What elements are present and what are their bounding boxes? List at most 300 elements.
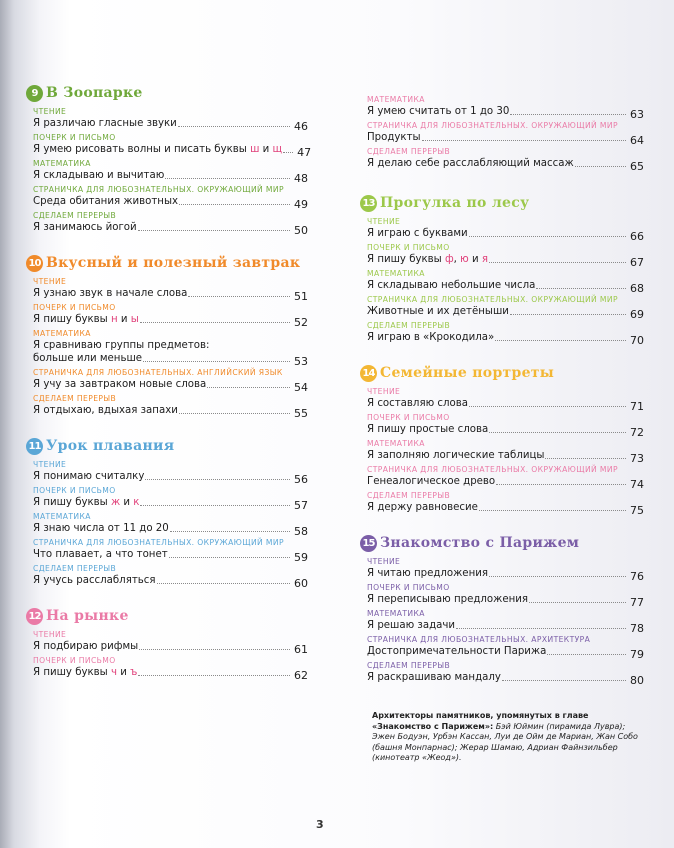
entry-title xyxy=(367,593,528,606)
entry-text: Я пишу буквы xyxy=(367,254,445,265)
entry-text: Я отдыхаю, вдыхая запахи xyxy=(33,405,178,416)
entry-page-number: 70 xyxy=(630,334,644,347)
entry-page-number: 48 xyxy=(294,172,308,185)
entry-title xyxy=(33,221,137,234)
toc-entry[interactable] xyxy=(367,413,644,439)
entry-text: Я учусь расслабляться xyxy=(33,575,156,586)
entry-page-number: 71 xyxy=(630,400,644,413)
entry-category: ПОЧЕРК И ПИСЬМО xyxy=(33,656,116,665)
entry-category: МАТЕМАТИКА xyxy=(33,159,91,168)
highlighted-letter: ъ xyxy=(130,667,138,678)
toc-entry[interactable] xyxy=(33,185,308,211)
chapter-number-badge: 12 xyxy=(26,608,43,625)
entry-category: ПОЧЕРК И ПИСЬМО xyxy=(367,413,450,422)
entry-line xyxy=(367,501,644,517)
toc-entry[interactable] xyxy=(33,538,308,564)
entry-line xyxy=(367,567,644,583)
entry-text: Что плавает, а что тонет xyxy=(33,549,168,560)
entry-line xyxy=(33,287,308,303)
entry-line xyxy=(33,496,308,512)
highlighted-letter: ф xyxy=(444,254,454,265)
entry-category: СТРАНИЧКА ДЛЯ ЛЮБОЗНАТЕЛЬНЫХ. АРХИТЕКТУРА xyxy=(367,635,591,644)
dot-leader xyxy=(188,296,290,297)
chapter-heading[interactable] xyxy=(26,605,308,627)
entry-line xyxy=(367,279,644,295)
dot-leader xyxy=(169,557,290,558)
entry-line xyxy=(33,574,308,590)
dot-leader xyxy=(138,230,290,231)
entry-category: СДЕЛАЕМ ПЕРЕРЫВ xyxy=(367,147,451,156)
entry-text: Я складываю и вычитаю xyxy=(33,170,165,181)
chapter-heading[interactable] xyxy=(360,532,644,554)
chapter-heading[interactable] xyxy=(26,435,308,457)
entry-title xyxy=(367,131,421,144)
entry-title xyxy=(367,423,488,436)
entry-title xyxy=(367,619,455,632)
entry-text: Я пишу буквы xyxy=(33,314,111,325)
entry-text: и xyxy=(117,314,131,325)
dot-leader xyxy=(157,583,291,584)
entry-title xyxy=(33,117,177,130)
entry-category: ЧТЕНИЕ xyxy=(33,277,67,286)
entry-page-number: 79 xyxy=(630,648,644,661)
entry-title-line1: Я сравниваю группы предметов: xyxy=(33,340,210,351)
chapter-title: Прогулка по лесу xyxy=(380,195,530,211)
entry-category: ПОЧЕРК И ПИСЬМО xyxy=(33,486,116,495)
entry-category: ПОЧЕРК И ПИСЬМО xyxy=(367,583,450,592)
page-number: 3 xyxy=(316,818,324,831)
entry-line xyxy=(367,671,644,687)
entry-page-number: 54 xyxy=(294,381,308,394)
entry-title xyxy=(367,567,488,580)
highlighted-letter: ш xyxy=(250,144,260,155)
entry-page-number: 53 xyxy=(294,355,308,368)
dot-leader xyxy=(489,432,626,433)
entry-category: СТРАНИЧКА ДЛЯ ЛЮБОЗНАТЕЛЬНЫХ. ОКРУЖАЮЩИЙ МИР xyxy=(367,121,618,130)
toc-entry[interactable] xyxy=(367,269,644,295)
entry-page-number: 75 xyxy=(630,504,644,517)
entry-line xyxy=(367,331,644,347)
entry-page-number: 72 xyxy=(630,426,644,439)
dot-leader xyxy=(545,458,626,459)
entry-category: СДЕЛАЕМ ПЕРЕРЫВ xyxy=(33,564,117,573)
toc-entry[interactable] xyxy=(33,211,308,237)
dot-leader xyxy=(283,152,293,153)
chapter-number-badge: 9 xyxy=(26,85,43,102)
entry-page-number: 60 xyxy=(294,577,308,590)
entry-text: Генеалогическое древо xyxy=(367,476,496,487)
toc-entry[interactable] xyxy=(33,329,308,368)
toc-entry[interactable] xyxy=(367,439,644,465)
entry-line xyxy=(33,548,308,564)
entry-text: Я составляю слова xyxy=(367,398,468,409)
entry-title xyxy=(367,305,509,318)
entry-category: ЧТЕНИЕ xyxy=(367,217,401,226)
entry-title xyxy=(367,157,574,170)
chapter-10 xyxy=(26,252,308,420)
entry-text: Я заполняю логические таблицы xyxy=(367,450,545,461)
entry-text: Я держу равновесие xyxy=(367,502,478,513)
entry-title xyxy=(33,143,282,156)
chapter-11 xyxy=(26,435,308,590)
chapter-number-badge: 13 xyxy=(360,195,377,212)
dot-leader xyxy=(469,406,626,407)
entry-title xyxy=(367,645,546,658)
entry-title xyxy=(33,574,156,587)
entry-line xyxy=(33,117,308,133)
entry-text: и xyxy=(120,497,134,508)
entry-category: МАТЕМАТИКА xyxy=(33,512,91,521)
dot-leader xyxy=(489,262,626,263)
highlighted-letter: ж xyxy=(110,497,121,508)
entry-page-number: 55 xyxy=(294,407,308,420)
entry-category: МАТЕМАТИКА xyxy=(33,329,91,338)
entry-title xyxy=(367,449,544,462)
toc-entry[interactable] xyxy=(367,635,644,661)
dot-leader xyxy=(496,484,626,485)
toc-entry[interactable] xyxy=(33,460,308,486)
chapter-title: Семейные портреты xyxy=(380,365,555,381)
entry-line xyxy=(367,397,644,413)
toc-entry[interactable] xyxy=(367,387,644,413)
highlighted-letter: к xyxy=(133,497,140,508)
entry-text: Я решаю задачи xyxy=(367,620,456,631)
entry-text: Я пишу простые слова xyxy=(367,424,489,435)
entry-text: Достопримечательности Парижа xyxy=(367,646,547,657)
toc-entry[interactable] xyxy=(367,661,644,687)
entry-category: СТРАНИЧКА ДЛЯ ЛЮБОЗНАТЕЛЬНЫХ. АНГЛИЙСКИЙ ЯЗЫК xyxy=(33,368,283,377)
chapter-12 xyxy=(26,605,308,682)
chapter-title: Знакомство с Парижем xyxy=(380,535,580,551)
toc-entry[interactable] xyxy=(33,394,308,420)
entry-line xyxy=(367,645,644,661)
toc-entry[interactable] xyxy=(367,557,644,583)
chapter-entries xyxy=(360,217,644,347)
toc-entry[interactable] xyxy=(33,564,308,590)
entry-category: МАТЕМАТИКА xyxy=(367,609,425,618)
chapter-heading[interactable] xyxy=(26,82,308,104)
chapter-13 xyxy=(360,192,644,347)
toc-entry[interactable] xyxy=(33,368,308,394)
entry-line xyxy=(33,143,312,159)
highlighted-letter: я xyxy=(481,254,488,265)
entry-page-number: 58 xyxy=(294,525,308,538)
entry-title xyxy=(367,331,494,344)
entry-category: СДЕЛАЕМ ПЕРЕРЫВ xyxy=(367,491,451,500)
entry-text: Я пишу буквы xyxy=(33,497,111,508)
dot-leader xyxy=(502,680,626,681)
entry-text: Я занимаюсь йогой xyxy=(33,222,137,233)
entry-text: Я играю с буквами xyxy=(367,228,468,239)
entry-category: СТРАНИЧКА ДЛЯ ЛЮБОЗНАТЕЛЬНЫХ. ОКРУЖАЮЩИЙ МИР xyxy=(33,538,284,547)
chapter-15 xyxy=(360,532,644,687)
dot-leader xyxy=(165,178,290,179)
toc-entry[interactable] xyxy=(33,656,308,682)
entry-page-number: 80 xyxy=(630,674,644,687)
entry-text: Я складываю небольшие числа xyxy=(367,280,536,291)
entry-text: и xyxy=(468,254,482,265)
entry-category: МАТЕМАТИКА xyxy=(367,95,425,104)
chapter-number-badge: 11 xyxy=(26,438,43,455)
entry-title xyxy=(33,640,138,653)
entry-text: Я знаю числа от 11 до 20 xyxy=(33,523,169,534)
entry-line xyxy=(367,131,644,147)
dot-leader xyxy=(469,236,626,237)
entry-text: Я умею считать от 1 до 30 xyxy=(367,106,510,117)
entry-text: Я подбираю рифмы xyxy=(33,641,139,652)
entry-line xyxy=(33,470,308,486)
chapter-number-badge: 15 xyxy=(360,535,377,552)
entry-line xyxy=(367,593,644,609)
entry-text: Я узнаю звук в начале слова xyxy=(33,288,188,299)
entry-title xyxy=(33,352,142,365)
entry-page-number: 49 xyxy=(294,198,308,211)
note-lead: Архитекторы памятников, упомянутых в главе «Знакомство с Парижем»: xyxy=(372,711,589,731)
toc-entry[interactable] xyxy=(33,512,308,538)
dot-leader xyxy=(178,126,290,127)
dot-leader xyxy=(139,649,290,650)
dot-leader xyxy=(529,602,626,603)
entry-page-number: 51 xyxy=(294,290,308,303)
toc-entry[interactable] xyxy=(33,107,308,133)
entry-page-number: 62 xyxy=(294,669,308,682)
chapter-number-badge: 14 xyxy=(360,365,377,382)
entry-category: СТРАНИЧКА ДЛЯ ЛЮБОЗНАТЕЛЬНЫХ. ОКРУЖАЮЩИЙ МИР xyxy=(367,465,618,474)
entry-line xyxy=(367,423,644,439)
dot-leader xyxy=(179,204,290,205)
dot-leader xyxy=(170,531,290,532)
entry-line xyxy=(367,475,644,491)
highlighted-letter: н xyxy=(110,314,118,325)
entry-category: ЧТЕНИЕ xyxy=(33,630,67,639)
chapter-entries xyxy=(360,387,644,517)
entry-text: Продукты xyxy=(367,132,421,143)
toc-entry[interactable] xyxy=(33,486,308,512)
entry-text: Я читаю предложения xyxy=(367,568,488,579)
chapter-heading[interactable] xyxy=(26,252,308,274)
entry-line xyxy=(367,449,644,465)
chapter-heading[interactable] xyxy=(360,192,644,214)
entry-text: Я понимаю считалку xyxy=(33,471,145,482)
dot-leader xyxy=(479,510,626,511)
chapter-title: В Зоопарке xyxy=(46,85,143,101)
toc-entry[interactable] xyxy=(367,147,644,173)
entry-text: больше или меньше xyxy=(33,353,143,364)
entry-line xyxy=(33,221,308,237)
dot-leader xyxy=(143,361,290,362)
entry-text: Я различаю гласные звуки xyxy=(33,118,177,129)
entry-title xyxy=(367,253,488,266)
toc-entry[interactable] xyxy=(367,295,644,321)
entry-text: Я играю в «Крокодила» xyxy=(367,332,495,343)
entry-title xyxy=(33,666,137,679)
entry-title xyxy=(33,378,206,391)
entry-text: Среда обитания животных xyxy=(33,196,179,207)
dot-leader xyxy=(495,340,626,341)
entry-line xyxy=(367,305,644,321)
entry-title xyxy=(367,475,495,488)
entry-line xyxy=(33,352,308,368)
highlighted-letter: щ xyxy=(272,144,283,155)
dot-leader xyxy=(138,675,290,676)
entry-page-number: 56 xyxy=(294,473,308,486)
entry-title xyxy=(33,404,178,417)
entry-line xyxy=(33,666,308,682)
entry-title xyxy=(33,287,187,300)
entry-page-number: 59 xyxy=(294,551,308,564)
dot-leader xyxy=(510,114,626,115)
chapter-entries xyxy=(26,107,312,237)
entry-text: , xyxy=(453,254,461,265)
toc-entry[interactable] xyxy=(367,465,644,491)
entry-text: Я учу за завтраком новые слова xyxy=(33,379,207,390)
chapter-entries xyxy=(26,460,308,590)
entry-page-number: 63 xyxy=(630,108,644,121)
entry-category: ЧТЕНИЕ xyxy=(367,557,401,566)
entry-line xyxy=(367,157,644,173)
entry-page-number: 47 xyxy=(297,146,312,159)
entry-category: СДЕЛАЕМ ПЕРЕРЫВ xyxy=(367,661,451,670)
entry-title xyxy=(33,470,144,483)
entry-category: СТРАНИЧКА ДЛЯ ЛЮБОЗНАТЕЛЬНЫХ. ОКРУЖАЮЩИЙ МИР xyxy=(367,295,618,304)
toc-right-column xyxy=(360,95,644,702)
toc-left-column xyxy=(26,82,312,697)
entry-text: и xyxy=(259,144,273,155)
entry-title xyxy=(33,313,139,326)
chapter-title: На рынке xyxy=(46,608,129,624)
entry-page-number: 61 xyxy=(294,643,308,656)
entry-text: Я раскрашиваю мандалу xyxy=(367,672,501,683)
toc-entry[interactable] xyxy=(33,159,308,185)
entry-line xyxy=(367,105,644,121)
chapter-9 xyxy=(26,82,312,237)
entry-line xyxy=(367,619,644,635)
chapter-entries xyxy=(26,630,308,682)
entry-page-number: 78 xyxy=(630,622,644,635)
entry-text: Я умею рисовать волны и писать буквы xyxy=(33,144,251,155)
dot-leader xyxy=(179,413,290,414)
entry-title xyxy=(33,496,139,509)
entry-category: ЧТЕНИЕ xyxy=(33,460,67,469)
entry-category: СДЕЛАЕМ ПЕРЕРЫВ xyxy=(33,394,117,403)
dot-leader xyxy=(207,387,290,388)
highlighted-letter: ы xyxy=(130,314,139,325)
dot-leader xyxy=(456,628,626,629)
chapter-14 xyxy=(360,362,644,517)
entry-page-number: 66 xyxy=(630,230,644,243)
architects-note xyxy=(372,711,638,764)
entry-category: СДЕЛАЕМ ПЕРЕРЫВ xyxy=(367,321,451,330)
chapter-entries xyxy=(360,95,644,173)
toc-entry[interactable] xyxy=(367,243,644,269)
toc-entry[interactable] xyxy=(33,630,308,656)
entry-text: Я делаю себе расслабляющий массаж xyxy=(367,158,574,169)
entry-page-number: 73 xyxy=(630,452,644,465)
toc-entry[interactable] xyxy=(367,95,644,121)
entry-text: Животные и их детёныши xyxy=(367,306,509,317)
entry-text: Я пишу буквы xyxy=(33,667,111,678)
entry-category: МАТЕМАТИКА xyxy=(367,269,425,278)
note-body: Бэй Юймин (пирамида Лувра); Эжен Бодуэн, Урбэн Кассан, Луи де Ойм де Мариан, Жан Собо (башня Монпарнас); Жерар Шамаю, Адриан Файнзильбер (кинотеатр «Жеод»). xyxy=(372,721,638,762)
dot-leader xyxy=(140,505,290,506)
chapter-number-badge: 10 xyxy=(26,255,43,272)
entry-category: СТРАНИЧКА ДЛЯ ЛЮБОЗНАТЕЛЬНЫХ. ОКРУЖАЮЩИЙ МИР xyxy=(33,185,284,194)
dot-leader xyxy=(145,479,290,480)
entry-page-number: 52 xyxy=(294,316,308,329)
toc-entry[interactable] xyxy=(33,133,312,159)
entry-category: МАТЕМАТИКА xyxy=(367,439,425,448)
toc-entry[interactable] xyxy=(367,121,644,147)
dot-leader xyxy=(575,166,626,167)
entry-page-number: 69 xyxy=(630,308,644,321)
entry-page-number: 50 xyxy=(294,224,308,237)
chapter-entries xyxy=(26,277,308,420)
entry-category: ПОЧЕРК И ПИСЬМО xyxy=(367,243,450,252)
dot-leader xyxy=(510,314,626,315)
entry-page-number: 46 xyxy=(294,120,308,133)
chapter-continuation xyxy=(360,95,644,173)
dot-leader xyxy=(547,654,626,655)
entry-page-number: 57 xyxy=(294,499,308,512)
entry-title xyxy=(367,105,509,118)
entry-page-number: 68 xyxy=(630,282,644,295)
chapter-heading[interactable] xyxy=(360,362,644,384)
toc-entry[interactable] xyxy=(367,609,644,635)
toc-entry[interactable] xyxy=(367,321,644,347)
entry-line xyxy=(367,227,644,243)
entry-category: СДЕЛАЕМ ПЕРЕРЫВ xyxy=(33,211,117,220)
entry-page-number: 77 xyxy=(630,596,644,609)
entry-page-number: 74 xyxy=(630,478,644,491)
entry-category: ЧТЕНИЕ xyxy=(33,107,67,116)
entry-title xyxy=(33,522,169,535)
entry-category: ПОЧЕРК И ПИСЬМО xyxy=(33,303,116,312)
entry-page-number: 67 xyxy=(630,256,644,269)
entry-title xyxy=(33,548,168,561)
entry-line xyxy=(33,313,308,329)
entry-title xyxy=(33,195,178,208)
dot-leader xyxy=(140,322,290,323)
entry-page-number: 64 xyxy=(630,134,644,147)
entry-page-number: 65 xyxy=(630,160,644,173)
entry-line xyxy=(33,522,308,538)
entry-line xyxy=(33,404,308,420)
entry-line xyxy=(33,640,308,656)
dot-leader xyxy=(489,576,626,577)
entry-category: ПОЧЕРК И ПИСЬМО xyxy=(33,133,116,142)
entry-title xyxy=(33,169,164,182)
entry-line xyxy=(367,253,644,269)
toc-entry[interactable] xyxy=(367,583,644,609)
entry-line xyxy=(33,378,308,394)
entry-line xyxy=(33,169,308,185)
chapter-title: Вкусный и полезный завтрак xyxy=(46,255,301,271)
entry-title xyxy=(367,671,501,684)
dot-leader xyxy=(422,140,626,141)
entry-title xyxy=(367,397,468,410)
chapter-entries xyxy=(360,557,644,687)
entry-line xyxy=(33,195,308,211)
entry-category: ЧТЕНИЕ xyxy=(367,387,401,396)
highlighted-letter: ю xyxy=(460,254,469,265)
chapter-title: Урок плавания xyxy=(46,438,175,454)
dot-leader xyxy=(536,288,626,289)
entry-title xyxy=(367,279,535,292)
toc-entry[interactable] xyxy=(367,491,644,517)
toc-entry[interactable] xyxy=(367,217,644,243)
toc-entry[interactable] xyxy=(33,303,308,329)
toc-entry[interactable] xyxy=(33,277,308,303)
